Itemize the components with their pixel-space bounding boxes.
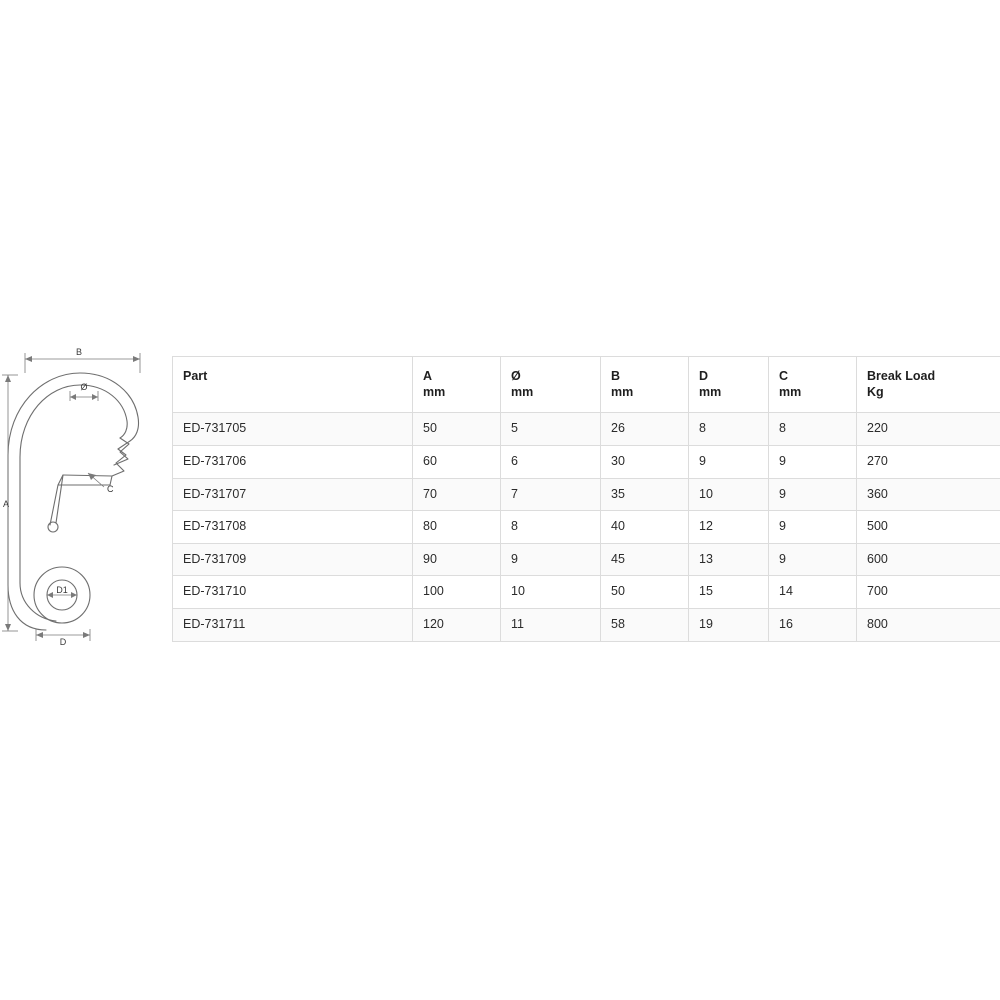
cell-a: 60 bbox=[413, 445, 501, 478]
cell-b: 40 bbox=[601, 511, 689, 544]
table-row bbox=[173, 543, 1000, 576]
cell-c: 8 bbox=[769, 413, 857, 446]
cell-break-load: 800 bbox=[857, 609, 1000, 642]
column-header-c-title: C bbox=[779, 369, 789, 383]
cell-b: 30 bbox=[601, 445, 689, 478]
cell-d: 13 bbox=[689, 543, 769, 576]
cell-b: 26 bbox=[601, 413, 689, 446]
cell-part: ED-731705 bbox=[173, 413, 413, 446]
table-head bbox=[173, 357, 1000, 413]
cell-part: ED-731709 bbox=[173, 543, 413, 576]
column-header-diameter bbox=[501, 357, 601, 413]
cell-d: 15 bbox=[689, 576, 769, 609]
column-header-a-title: A bbox=[423, 369, 433, 383]
table-body bbox=[173, 413, 1000, 641]
cell-d: 10 bbox=[689, 478, 769, 511]
column-header-diameter-title: Ø bbox=[511, 369, 521, 383]
cell-break-load: 360 bbox=[857, 478, 1000, 511]
column-header-a-unit: mm bbox=[423, 384, 446, 399]
cell-diameter: 10 bbox=[501, 576, 601, 609]
cell-break-load: 270 bbox=[857, 445, 1000, 478]
column-header-break-load-unit: Kg bbox=[867, 384, 884, 399]
cell-b: 45 bbox=[601, 543, 689, 576]
table-row bbox=[173, 511, 1000, 544]
table-row bbox=[173, 445, 1000, 478]
column-header-diameter-unit: mm bbox=[511, 384, 534, 399]
cell-part: ED-731711 bbox=[173, 609, 413, 642]
cell-diameter: 5 bbox=[501, 413, 601, 446]
column-header-b-unit: mm bbox=[611, 384, 634, 399]
dim-label-c: C bbox=[107, 484, 114, 494]
cell-break-load: 600 bbox=[857, 543, 1000, 576]
dim-label-a: A bbox=[3, 499, 10, 509]
cell-b: 58 bbox=[601, 609, 689, 642]
cell-a: 100 bbox=[413, 576, 501, 609]
column-header-c bbox=[769, 357, 857, 413]
table-row bbox=[173, 478, 1000, 511]
cell-b: 35 bbox=[601, 478, 689, 511]
cell-diameter: 7 bbox=[501, 478, 601, 511]
cell-c: 16 bbox=[769, 609, 857, 642]
column-header-d bbox=[689, 357, 769, 413]
cell-part: ED-731707 bbox=[173, 478, 413, 511]
column-header-b-title: B bbox=[611, 369, 621, 383]
column-header-a bbox=[413, 357, 501, 413]
column-header-break-load bbox=[857, 357, 1000, 413]
cell-diameter: 11 bbox=[501, 609, 601, 642]
specification-table-container bbox=[172, 356, 1000, 642]
cell-c: 9 bbox=[769, 478, 857, 511]
cell-break-load: 700 bbox=[857, 576, 1000, 609]
dim-label-d1: D1 bbox=[56, 585, 68, 595]
cell-c: 9 bbox=[769, 445, 857, 478]
specification-table bbox=[172, 356, 1000, 642]
column-header-d-unit: mm bbox=[699, 384, 722, 399]
cell-a: 90 bbox=[413, 543, 501, 576]
cell-d: 8 bbox=[689, 413, 769, 446]
dim-label-diameter: Ø bbox=[80, 382, 88, 392]
dim-label-d: D bbox=[59, 637, 67, 645]
cell-d: 19 bbox=[689, 609, 769, 642]
cell-part: ED-731710 bbox=[173, 576, 413, 609]
cell-break-load: 500 bbox=[857, 511, 1000, 544]
cell-diameter: 6 bbox=[501, 445, 601, 478]
carabiner-drawing-svg bbox=[0, 345, 165, 645]
column-header-part bbox=[173, 357, 413, 413]
cell-diameter: 8 bbox=[501, 511, 601, 544]
cell-break-load: 220 bbox=[857, 413, 1000, 446]
cell-a: 80 bbox=[413, 511, 501, 544]
dim-label-b: B bbox=[75, 347, 83, 357]
column-header-break-load-title: Break Load bbox=[867, 369, 936, 383]
cell-c: 9 bbox=[769, 543, 857, 576]
table-header-row bbox=[173, 357, 1000, 413]
cell-b: 50 bbox=[601, 576, 689, 609]
column-header-part-title: Part bbox=[183, 369, 208, 383]
table-row bbox=[173, 576, 1000, 609]
table-row bbox=[173, 413, 1000, 446]
column-header-c-unit: mm bbox=[779, 384, 802, 399]
cell-part: ED-731706 bbox=[173, 445, 413, 478]
cell-c: 14 bbox=[769, 576, 857, 609]
column-header-d-title: D bbox=[699, 369, 709, 383]
carabiner-dimension-drawing bbox=[0, 345, 165, 645]
cell-a: 120 bbox=[413, 609, 501, 642]
cell-d: 9 bbox=[689, 445, 769, 478]
cell-part: ED-731708 bbox=[173, 511, 413, 544]
cell-d: 12 bbox=[689, 511, 769, 544]
cell-a: 70 bbox=[413, 478, 501, 511]
cell-a: 50 bbox=[413, 413, 501, 446]
cell-c: 9 bbox=[769, 511, 857, 544]
column-header-b bbox=[601, 357, 689, 413]
table-row bbox=[173, 609, 1000, 642]
cell-diameter: 9 bbox=[501, 543, 601, 576]
